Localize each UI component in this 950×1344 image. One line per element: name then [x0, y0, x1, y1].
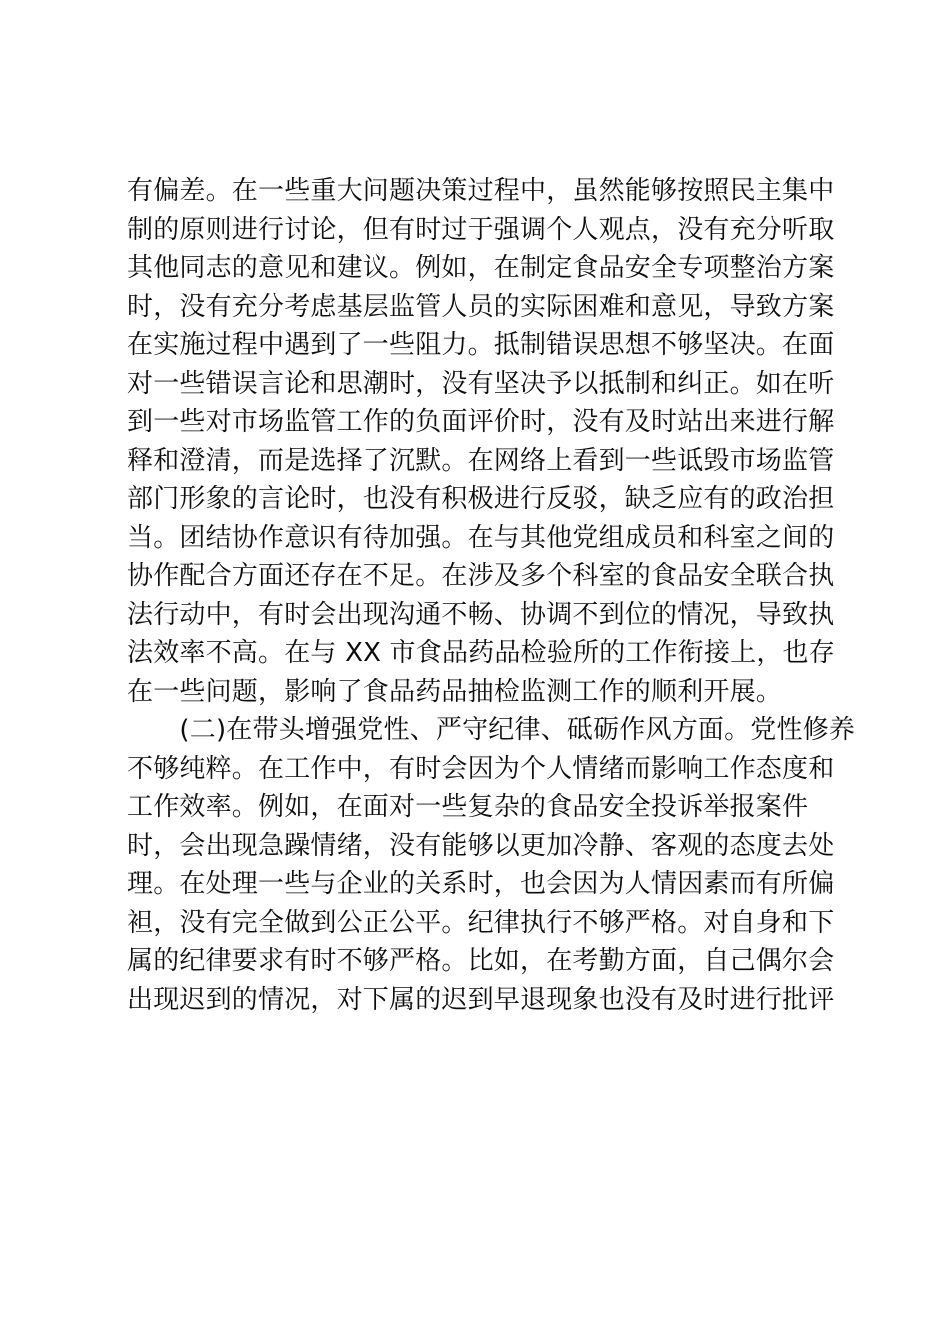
body-text: [127, 172, 856, 1019]
text-line: 在实施过程中遇到了一些阻力。抵制错误思想不够坚决。在面: [127, 330, 835, 360]
text-line: 法效率不高。在与 XX 市食品药品检验所的工作衔接上，也存: [127, 638, 835, 668]
section-heading-line: (二)在带头增强党性、严守纪律、砥砺作风方面。党性修养: [127, 715, 856, 745]
text-line: 不够纯粹。在工作中，有时会因为个人情绪而影响工作态度和: [127, 753, 835, 784]
text-line: 时，没有充分考虑基层监管人员的实际困难和意见，导致方案: [127, 291, 835, 322]
text-line: 有偏差。在一些重大问题决策过程中，虽然能够按照民主集中: [127, 176, 835, 206]
text-line: 协作配合方面还存在不足。在涉及多个科室的食品安全联合执: [127, 561, 835, 591]
text-line: 在一些问题，影响了食品药品抽检监测工作的顺利开展。: [127, 676, 783, 707]
text-line: 制的原则进行讨论，但有时过于强调个人观点，没有充分听取: [127, 214, 835, 245]
text-line: 释和澄清，而是选择了沉默。在网络上看到一些诋毁市场监管: [127, 445, 835, 476]
text-line: 工作效率。例如，在面对一些复杂的食品安全投诉举报案件: [127, 792, 809, 822]
text-line: 对一些错误言论和思潮时，没有坚决予以抵制和纠正。如在听: [127, 368, 835, 399]
text-line: 其他同志的意见和建议。例如，在制定食品安全专项整治方案: [127, 253, 835, 283]
text-line: 理。在处理一些与企业的关系时，也会因为人情因素而有所偏: [127, 869, 835, 899]
text-line: 袒，没有完全做到公正公平。纪律执行不够严格。对自身和下: [127, 907, 835, 938]
text-line: 法行动中，有时会出现沟通不畅、协调不到位的情况，导致执: [127, 599, 835, 630]
text-line: 属的纪律要求有时不够严格。比如，在考勤方面，自己偶尔会: [127, 946, 835, 976]
text-line: 出现迟到的情况，对下属的迟到早退现象也没有及时进行批评: [127, 984, 835, 1015]
text-line: 到一些对市场监管工作的负面评价时，没有及时站出来进行解: [127, 407, 835, 437]
text-line: 时，会出现急躁情绪，没有能够以更加冷静、客观的态度去处: [127, 830, 835, 861]
text-line: 部门形象的言论时，也没有积极进行反驳，缺乏应有的政治担: [127, 484, 835, 514]
text-line: 当。团结协作意识有待加强。在与其他党组成员和科室之间的: [127, 522, 835, 553]
